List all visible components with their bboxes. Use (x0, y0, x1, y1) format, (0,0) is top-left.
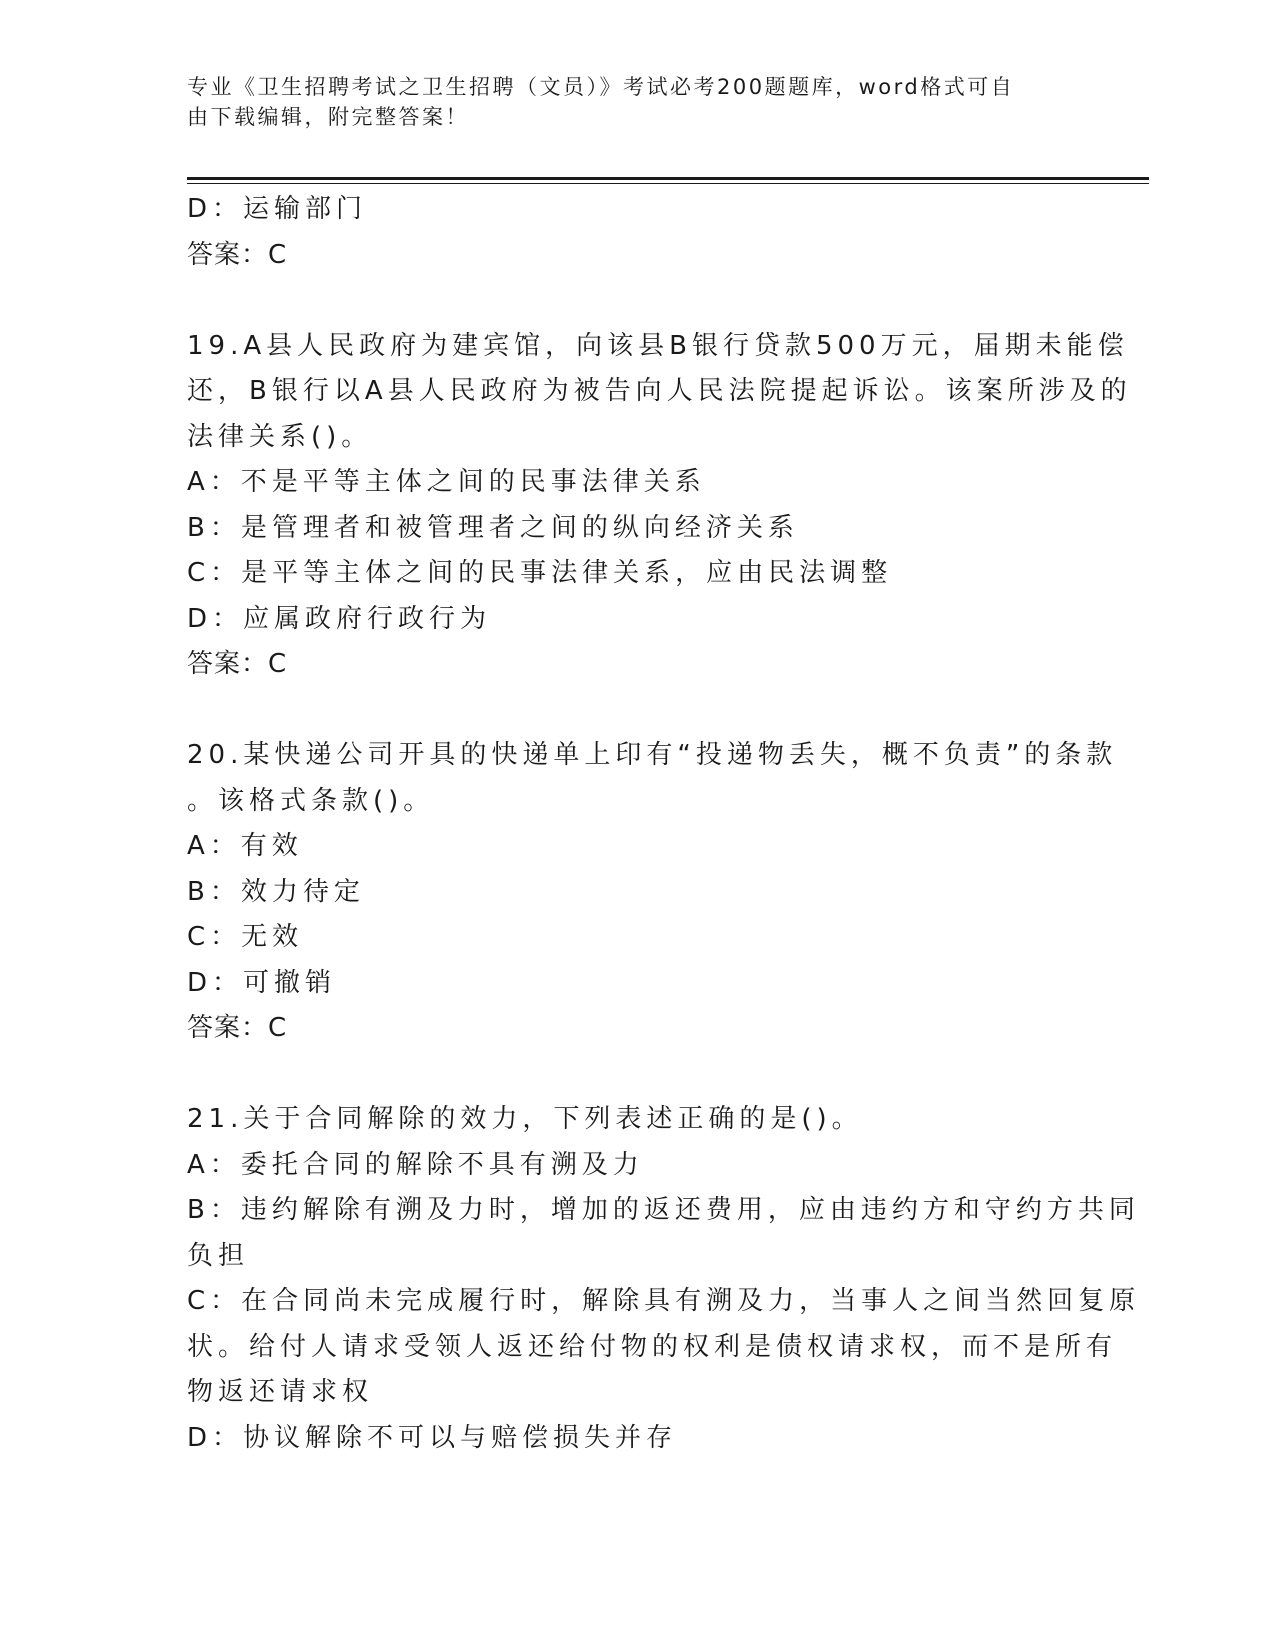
header-divider-thick (187, 177, 1149, 180)
option-a: A：有效 (187, 831, 303, 861)
question-text-line: 还，B银行以A县人民政府为被告向人民法院提起诉讼。该案所涉及的 (187, 376, 1132, 406)
option-b: B：违约解除有溯及力时，增加的返还费用，应由违约方和守约方共同 (187, 1195, 1140, 1225)
header-line-1: 专业《卫生招聘考试之卫生招聘（文员）》考试必考200题题库，word格式可自 (187, 75, 1015, 99)
option-b-continued: 负担 (187, 1240, 250, 1271)
question-text-line: 20.某快递公司开具的快递单上印有“投递物丢失，概不负责”的条款 (187, 740, 1118, 770)
spacer (187, 1052, 1087, 1098)
option-b: B：效力待定 (187, 876, 365, 907)
document-header (187, 72, 1067, 132)
option-b: B：是管理者和被管理者之间的纵向经济关系 (187, 512, 799, 543)
option-d: D：协议解除不可以与赔偿损失并存 (187, 1422, 678, 1453)
question-text-line: 21.关于合同解除的效力，下列表述正确的是()。 (187, 1104, 863, 1134)
question-21 (187, 1097, 1141, 1461)
spacer (187, 278, 1087, 324)
question-text-line: 19.A县人民政府为建宾馆，向该县B银行贷款500万元，届期未能偿 (187, 330, 1129, 361)
header-divider-thin (187, 183, 1149, 184)
option-a: A：委托合同的解除不具有溯及力 (187, 1149, 644, 1180)
option-a: A：不是平等主体之间的民事法律关系 (187, 467, 706, 497)
question-content (187, 187, 1141, 1461)
option-c: C：是平等主体之间的民事法律关系，应由民法调整 (187, 558, 893, 588)
answer-line: 答案：C (187, 649, 288, 679)
option-c-continued: 状。给付人请求受领人返还给付物的权利是债权请求权，而不是所有 (187, 1331, 1118, 1362)
question-text-line: 法律关系()。 (187, 421, 373, 452)
option-c-continued: 物返还请求权 (187, 1377, 374, 1407)
spacer (187, 688, 1087, 734)
previous-question-tail (187, 187, 1087, 278)
question-20 (187, 733, 1118, 1052)
answer-line: 答案：C (187, 1013, 288, 1043)
question-text-line: 。该格式条款()。 (187, 785, 435, 816)
option-d: D：运输部门 (187, 194, 368, 224)
option-c: C：在合同尚未完成履行时，解除具有溯及力，当事人之间当然回复原 (187, 1286, 1141, 1316)
question-19 (187, 324, 1132, 688)
option-c: C：无效 (187, 922, 304, 952)
option-d: D：应属政府行政行为 (187, 603, 492, 634)
answer-line: 答案：C (187, 239, 288, 270)
option-d: D：可撤销 (187, 967, 337, 998)
header-line-2: 由下载编辑，附完整答案！ (187, 105, 469, 129)
